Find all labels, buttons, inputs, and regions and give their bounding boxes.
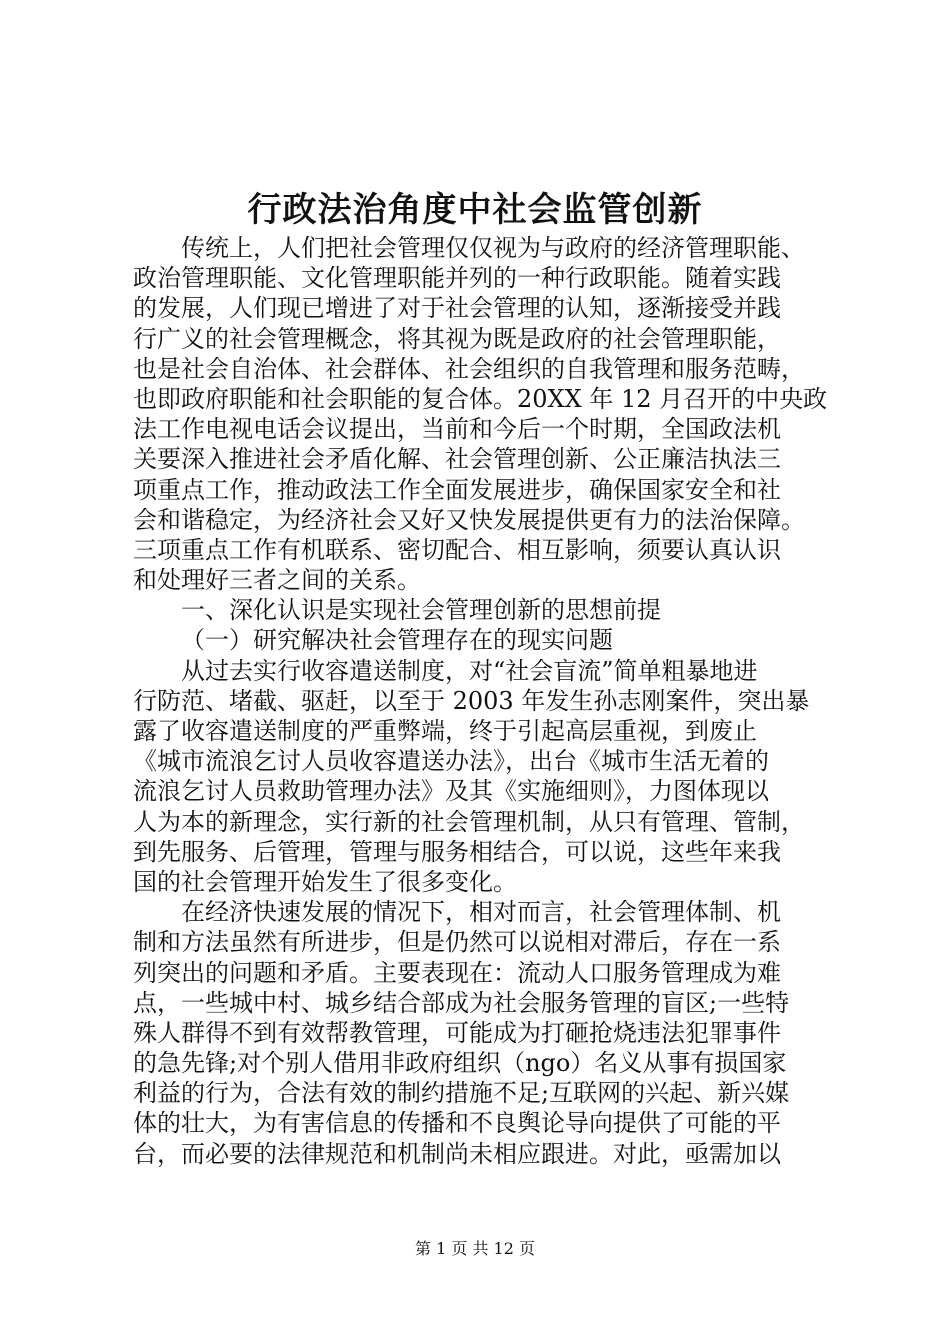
text-line: 列突出的问题和矛盾。主要表现在：流动人口服务管理成为难 <box>133 958 781 987</box>
section-heading: 一、深化认识是实现社会管理创新的思想前提 <box>181 596 661 625</box>
document-title: 行政法治角度中社会监管创新 <box>247 190 703 230</box>
text-line: 三项重点工作有机联系、密切配合、相互影响，须要认真认识 <box>133 535 781 564</box>
text-line: 到先服务、后管理，管理与服务相结合，可以说，这些年来我 <box>133 837 781 866</box>
subsection-heading: （一）研究解决社会管理存在的现实问题 <box>181 626 613 655</box>
text-line: 政治管理职能、文化管理职能并列的一种行政职能。随着实践 <box>133 264 781 293</box>
page-number-footer: 第 1 页 共 12 页 <box>415 1239 535 1258</box>
text-line: 行防范、堵截、驱赶，以至于 2003 年发生孙志刚案件，突出暴 <box>133 686 810 715</box>
text-line: 制和方法虽然有所进步，但是仍然可以说相对滞后，存在一系 <box>133 928 781 957</box>
text-line: 流浪乞讨人员救助管理办法》及其《实施细则》，力图体现以 <box>133 777 769 806</box>
text-line: 项重点工作，推动政法工作全面发展进步，确保国家安全和社 <box>133 475 781 504</box>
text-line: 传统上，人们把社会管理仅仅视为与政府的经济管理职能、 <box>181 234 805 262</box>
text-line: 殊人群得不到有效帮教管理，可能成为打砸抢烧违法犯罪事件 <box>133 1018 781 1047</box>
text-line: 台，而必要的法律规范和机制尚未相应跟进。对此，亟需加以 <box>133 1139 781 1168</box>
text-line: 和处理好三者之间的关系。 <box>133 566 421 595</box>
text-line: 行广义的社会管理概念，将其视为既是政府的社会管理职能， <box>133 324 781 353</box>
text-line: 体的壮大，为有害信息的传播和不良舆论导向提供了可能的平 <box>133 1109 781 1138</box>
text-line: 从过去实行收容遣送制度，对“社会盲流”简单粗暴地进 <box>181 656 758 685</box>
text-line: 的发展，人们现已增进了对于社会管理的认知，逐渐接受并践 <box>133 294 781 323</box>
text-line: 点，一些城中村、城乡结合部成为社会服务管理的盲区;一些特 <box>133 988 790 1017</box>
text-line: 在经济快速发展的情况下，相对而言，社会管理体制、机 <box>181 898 781 927</box>
text-line: 关要深入推进社会矛盾化解、社会管理创新、公正廉洁执法三 <box>133 445 781 474</box>
text-line: 人为本的新理念，实行新的社会管理机制，从只有管理、管制， <box>133 807 805 836</box>
text-line: 国的社会管理开始发生了很多变化。 <box>133 867 517 896</box>
text-line: 利益的行为，合法有效的制约措施不足;互联网的兴起、新兴媒 <box>133 1079 790 1108</box>
text-line: 也是社会自治体、社会群体、社会组织的自我管理和服务范畴， <box>133 354 805 383</box>
text-line: 法工作电视电话会议提出，当前和今后一个时期，全国政法机 <box>133 415 781 444</box>
text-line: 也即政府职能和社会职能的复合体。20XX 年 12 月召开的中央政 <box>133 384 828 413</box>
text-line: 露了收容遣送制度的严重弊端，终于引起高层重视，到废止 <box>133 717 757 745</box>
text-line: 《城市流浪乞讨人员收容遣送办法》，出台《城市生活无着的 <box>133 747 769 776</box>
text-line: 的急先锋;对个别人借用非政府组织（ngo）名义从事有损国家 <box>133 1049 787 1078</box>
text-line: 会和谐稳定，为经济社会又好又快发展提供更有力的法治保障。 <box>133 505 805 534</box>
document-body <box>133 233 827 1169</box>
